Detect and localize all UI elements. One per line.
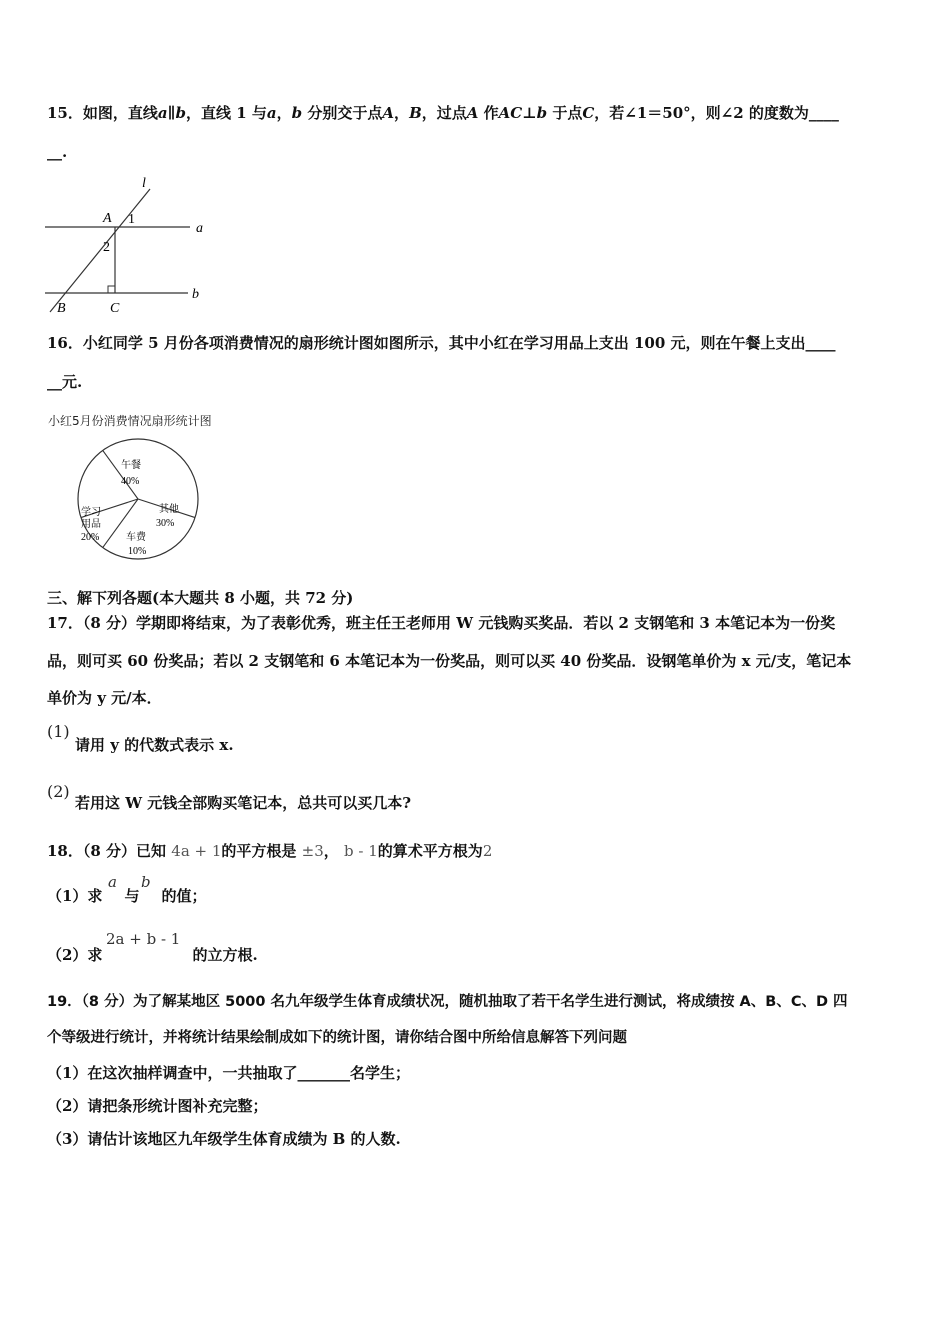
q15-parallel: a∥b: [157, 104, 187, 122]
q17-line2: 品，则可买 60 份奖品；若以 2 支钢笔和 6 本笔记本为一份奖品，则可以买 40 份奖品．设钢笔单价为 x 元/支，笔记本: [47, 652, 852, 670]
slice-label-fare: 车费: [126, 532, 146, 543]
q15-text: 分别交于点: [302, 104, 383, 122]
label-C: C: [110, 301, 120, 316]
q15-perp: AC⊥b: [498, 104, 548, 122]
slice-pct-fare: 10%: [128, 546, 147, 557]
q18-text: 的立方根.: [192, 946, 258, 964]
q15-line1: [47, 103, 839, 123]
slice-pct-lunch: 40%: [121, 476, 140, 487]
q19-line1: 19．（8 分）为了解某地区 5000 名九年级学生体育成绩状况，随机抽取了若干名学生进行测试，将成绩按 A、B、C、D 四: [47, 994, 848, 1010]
q15-point-a: A: [466, 104, 479, 122]
q18-text: ，: [323, 842, 339, 860]
label-A: A: [103, 211, 112, 226]
q19-part2: （2）请把条形统计图补充完整；: [47, 1097, 268, 1115]
q15-text: 于点: [547, 104, 583, 122]
q16-line1: 16．小红同学 5 月份各项消费情况的扇形统计图如图所示，其中小红在学习用品上支出 100 元，则在午餐上支出____: [47, 334, 836, 352]
pie-title: 小红5月份消费情况扇形统计图: [48, 414, 212, 428]
q15-text: ，直线 1 与: [186, 104, 267, 122]
slice-label-other: 其他: [159, 504, 179, 515]
label-l: l: [142, 176, 146, 191]
q15-point-b: B: [409, 104, 422, 122]
q15-point-c: C: [582, 104, 595, 122]
q18-part2: [47, 945, 258, 965]
right-angle-mark: [108, 286, 115, 293]
q18-part1: [47, 886, 206, 906]
q16-line2: __元.: [47, 373, 83, 391]
q17-part1: 请用 y 的代数式表示 x.: [75, 736, 234, 754]
slice-label-lunch: 午餐: [121, 460, 141, 471]
q15-line2: __.: [47, 143, 68, 161]
q18-text: 的平方根是: [221, 842, 297, 860]
q17-part1-number: (1): [47, 722, 70, 741]
label-1: 1: [128, 212, 135, 227]
q15-text: ，: [276, 104, 292, 122]
q15-text: ，: [394, 104, 410, 122]
q19-part1: （1）在这次抽样调查中，一共抽取了_______名学生；: [47, 1064, 410, 1082]
label-b: b: [192, 287, 199, 302]
q18-text: 的算术平方根为: [377, 842, 483, 860]
slice-label-supplies-2: 用品: [81, 519, 101, 530]
q18-text: 与: [124, 887, 140, 905]
pie-chart: [70, 432, 210, 566]
q15-text: 作: [478, 104, 499, 122]
q17-line3: 单价为 y 元/本．: [47, 689, 162, 707]
q18-pm3: ±3: [301, 842, 324, 860]
q19-part3: （3）请估计该地区九年级学生体育成绩为 B 的人数.: [47, 1130, 401, 1148]
q18-text: （1）求: [47, 887, 103, 905]
label-B: B: [57, 301, 66, 316]
q18-two: 2: [482, 842, 493, 860]
q15-figure: [40, 172, 220, 317]
q18-line1: [47, 841, 492, 861]
slice-pct-other: 30%: [156, 518, 175, 529]
q15-text: ，过点: [421, 104, 467, 122]
q18-expr-2a-b-1: 2a + b - 1: [106, 930, 181, 948]
q18-text: 的值；: [161, 887, 207, 905]
q18-expr-4a-plus-1: 4a + 1: [171, 842, 222, 860]
slice-label-supplies-1: 学习: [81, 507, 101, 518]
q17-part2-number: (2): [47, 782, 70, 801]
q15-point-a: A: [382, 104, 395, 122]
slice-pct-supplies: 20%: [81, 532, 100, 543]
q18-text: （2）求: [47, 946, 103, 964]
q17-part2: 若用这 W 元钱全部购买笔记本，总共可以买几本?: [75, 794, 412, 812]
label-2: 2: [103, 240, 110, 255]
q18-expr-b-minus-1: b - 1: [344, 842, 378, 860]
q15-text: ，若∠1＝50°，则∠2 的度数为____: [594, 104, 839, 122]
q18-var-a: a: [108, 873, 117, 891]
q18-var-b: b: [141, 873, 151, 891]
section-3-heading: 三、解下列各题(本大题共 8 小题，共 72 分): [47, 589, 354, 607]
q15-text: 15．如图，直线: [47, 104, 158, 122]
q19-line2: 个等级进行统计，并将统计结果绘制成如下的统计图，请你结合图中所给信息解答下列问题: [47, 1030, 627, 1046]
q17-line1: 17．（8 分）学期即将结束，为了表彰优秀，班主任王老师用 W 元钱购买奖品．若以 2 支钢笔和 3 本笔记本为一份奖: [47, 614, 836, 632]
q15-var-b: b: [291, 104, 303, 122]
label-a: a: [196, 221, 203, 236]
q15-var-a: a: [266, 104, 277, 122]
q18-text: 18．（8 分）已知: [47, 842, 167, 860]
